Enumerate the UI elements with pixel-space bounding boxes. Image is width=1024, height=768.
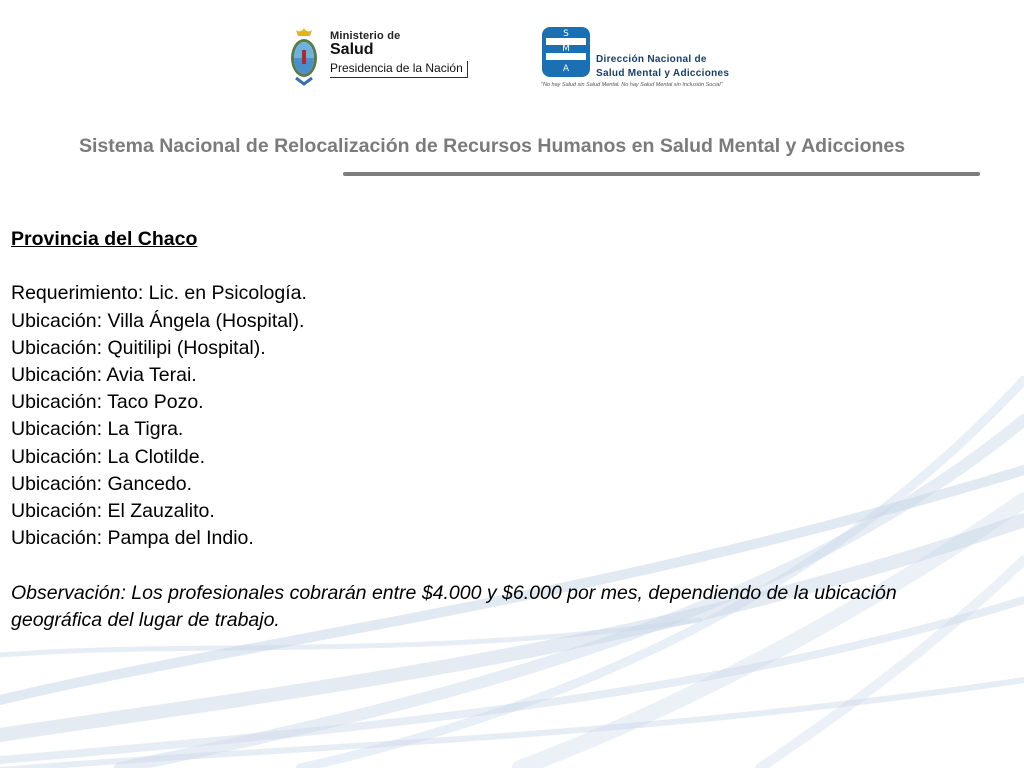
sma-emblem-icon <box>541 26 593 80</box>
sma-letter-s: S <box>563 29 569 39</box>
ministerio-salud-logo <box>286 26 486 90</box>
main-content <box>11 226 991 634</box>
location-line: Ubicación: Taco Pozo. <box>11 391 204 414</box>
requirement-line: Requerimiento: Lic. en Psicología. <box>11 282 307 305</box>
spacer <box>11 552 991 579</box>
ministerio-line2: Salud <box>330 41 374 58</box>
province-heading: Provincia del Chaco <box>11 228 198 250</box>
dnsma-line1: Dirección Nacional de <box>596 54 707 65</box>
location-line: Ubicación: El Zauzalito. <box>11 500 215 523</box>
ministerio-line3: Presidencia de la Nación <box>330 61 468 78</box>
dnsma-logo <box>539 26 759 96</box>
dnsma-tagline: "No hay Salud sin Salud Mental. No hay Salud Mental sin Inclusión Social" <box>541 82 723 88</box>
title-divider <box>343 172 980 176</box>
location-line: Ubicación: La Clotilde. <box>11 445 206 468</box>
observation-text: Observación: Los profesionales cobrarán entre $4.000 y $6.000 por mes, dependiendo de la ubicación geográfica del lugar de trabajo. <box>11 581 897 631</box>
location-line: Ubicación: La Tigra. <box>11 418 184 441</box>
location-line: Ubicación: Quitilipi (Hospital). <box>11 336 266 359</box>
ministerio-line1: Ministerio de <box>330 30 401 42</box>
dnsma-line2: Salud Mental y Adicciones <box>596 68 730 79</box>
page-title: Sistema Nacional de Relocalización de Recursos Humanos en Salud Mental y Adicciones <box>79 135 906 157</box>
location-line: Ubicación: Gancedo. <box>11 472 193 495</box>
argentina-coat-of-arms-icon <box>286 26 322 90</box>
location-line: Ubicación: Pampa del Indio. <box>11 527 254 550</box>
spacer <box>11 253 991 280</box>
location-line: Ubicación: Villa Ángela (Hospital). <box>11 309 305 332</box>
location-line: Ubicación: Avia Terai. <box>11 364 197 386</box>
sma-letter-m: M <box>562 44 570 54</box>
sma-letter-a: A <box>562 64 570 74</box>
